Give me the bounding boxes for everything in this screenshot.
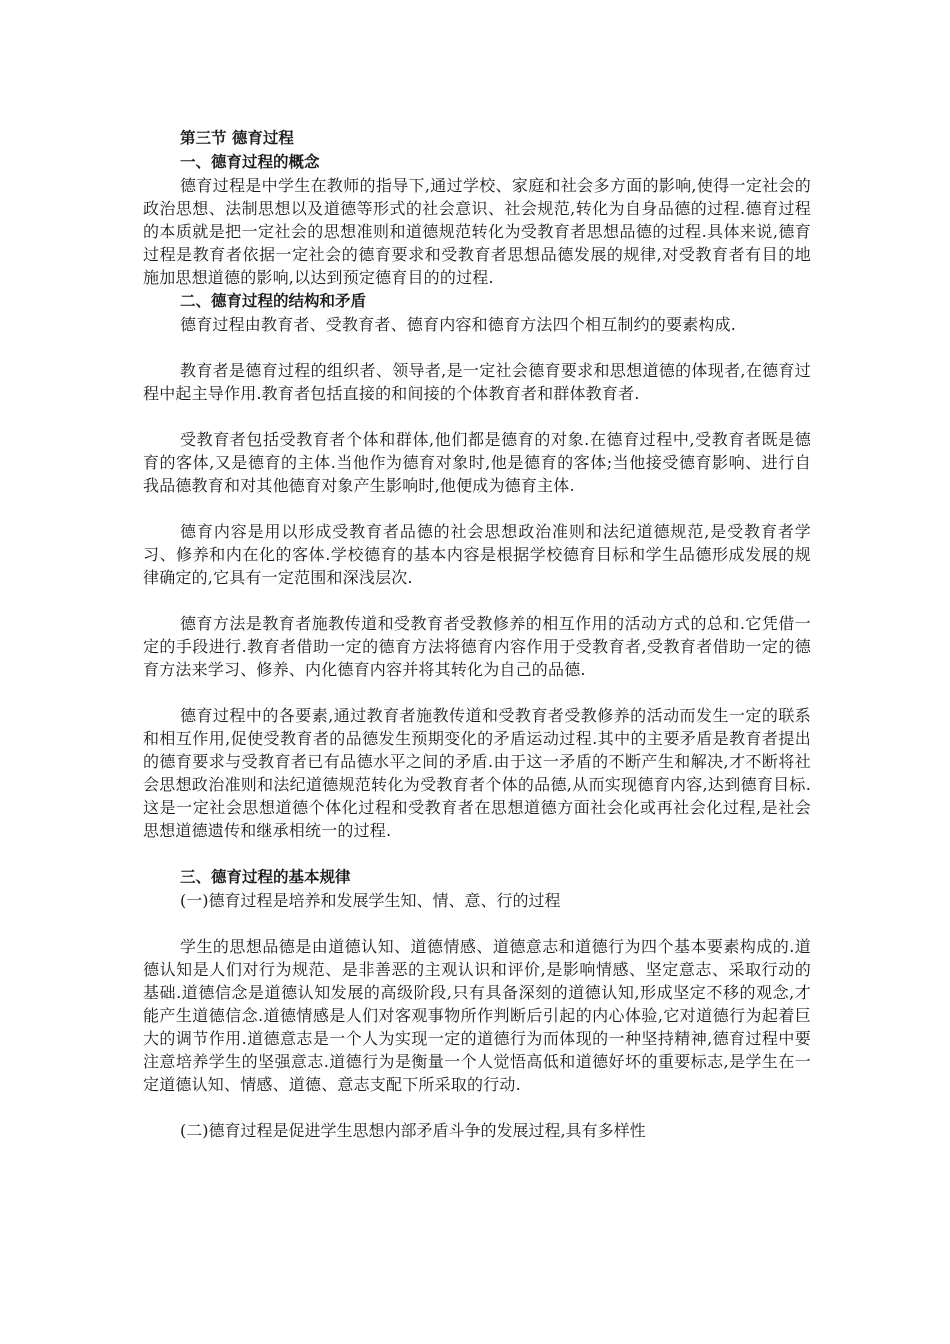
paragraph-educatee: 受教育者包括受教育者个体和群体,他们都是德育的对象.在德育过程中,受教育者既是德育的客体,又是德育的主体.当他作为德育对象时,他是德育的客体;当他接受德育影响、进行自我品德教育和对其他德育对象产生影响时,他便成为德育主体. <box>143 430 811 495</box>
spacer <box>143 497 811 520</box>
spacer <box>143 1096 811 1119</box>
subheading-inner-contradiction: (二)德育过程是促进学生思想内部矛盾斗争的发展过程,具有多样性 <box>180 1121 646 1140</box>
paragraph-content: 德育内容是用以形成受教育者品德的社会思想政治准则和法纪道德规范,是受教育者学习、修养和内在化的客体.学校德育的基本内容是根据学校德育目标和学生品德形成发展的规律确定的,它具有一定范围和深浅层次. <box>143 522 811 587</box>
spacer <box>143 405 811 428</box>
spacer <box>143 842 811 865</box>
heading-structure: 二、德育过程的结构和矛盾 <box>180 292 367 310</box>
heading-laws: 三、德育过程的基本规律 <box>180 868 351 886</box>
paragraph-contradiction: 德育过程中的各要素,通过教育者施教传道和受教育者受教修养的活动而发生一定的联系和相互作用,促使受教育者的品德发生预期变化的矛盾运动过程.其中的主要矛盾是教育者提出的德育要求与受教育者已有品德水平之间的矛盾.由于这一矛盾的不断产生和解决,才不断将社会思想政治准则和法纪道德规范转化为受教育者个体的品德,从而实现德育内容,达到德育目标.这是一定社会思想道德个体化过程和受教育者在思想道德方面社会化或再社会化过程,是社会思想道德遗传和继承相统一的过程. <box>143 706 811 840</box>
heading-concept: 一、德育过程的概念 <box>180 153 320 171</box>
paragraph-concept: 德育过程是中学生在教师的指导下,通过学校、家庭和社会多方面的影响,使得一定社会的政治思想、法制思想以及道德等形式的社会意识、社会规范,转化为自身品德的过程.德育过程的本质就是把一定社会的思想准则和道德规范转化为受教育者思想品德的过程.具体来说,德育过程是教育者依据一定社会的德育要求和受教育者思想品德发展的规律,对受教育者有目的地施加思想道德的影响,以达到预定德育目的的过程. <box>143 176 811 287</box>
paragraph-moral-elements: 学生的思想品德是由道德认知、道德情感、道德意志和道德行为四个基本要素构成的.道德认知是人们对行为规范、是非善恶的主观认识和评价,是影响情感、坚定意志、采取行动的基础.道德信念是道德认知发展的高级阶段,只有具备深刻的道德认知,形成坚定不移的观念,才能产生道德信念.道德情感是人们对客观事物所作判断后引起的内心体验,它对道德行为起着巨大的调节作用.道德意志是一个人为实现一定的道德行为而体现的一种坚持精神,德育过程中要注意培养学生的坚强意志.道德行为是衡量一个人觉悟高低和道德好坏的重要标志,是学生在一定道德认知、情感、道德、意志支配下所采取的行动. <box>143 937 811 1094</box>
section-title: 第三节 德育过程 <box>180 129 294 147</box>
spacer <box>143 336 811 359</box>
spacer <box>143 589 811 612</box>
spacer <box>143 912 811 935</box>
document-body <box>143 126 811 1142</box>
paragraph-elements: 德育过程由教育者、受教育者、德育内容和德育方法四个相互制约的要素构成. <box>180 315 737 334</box>
paragraph-educator: 教育者是德育过程的组织者、领导者,是一定社会德育要求和思想道德的体现者,在德育过程中起主导作用.教育者包括直接的和间接的个体教育者和群体教育者. <box>143 361 811 403</box>
spacer <box>143 681 811 704</box>
subheading-knowledge-emotion: (一)德育过程是培养和发展学生知、情、意、行的过程 <box>180 891 561 910</box>
paragraph-method: 德育方法是教育者施教传道和受教育者受教修养的相互作用的活动方式的总和.它凭借一定的手段进行.教育者借助一定的德育方法将德育内容作用于受教育者,受教育者借助一定的德育方法来学习、修养、内化德育内容并将其转化为自己的品德. <box>143 614 811 679</box>
